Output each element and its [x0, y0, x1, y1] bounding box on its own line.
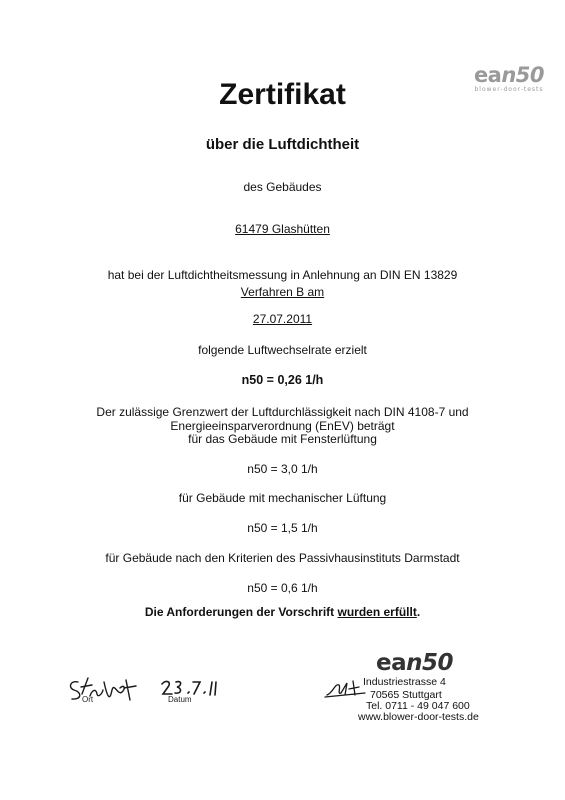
- text-passive-house: für Gebäude nach den Kriterien des Passivhausinstituts Darmstadt: [105, 551, 460, 565]
- limit-window-ventilation: n50 = 3,0 1/h: [247, 462, 318, 476]
- building-address: 61479 Glashütten: [235, 222, 330, 236]
- text-limit-line2: Energieeinsparverordnung (EnEV) beträgt: [170, 419, 395, 433]
- measurement-date: 27.07.2011: [252, 312, 313, 326]
- stamp-signature: [323, 679, 367, 699]
- stamp-city: 70565 Stuttgart: [370, 689, 442, 701]
- procedure-text: Verfahren B am: [240, 285, 325, 299]
- result-value: n50 = 0,26 1/h: [241, 373, 324, 387]
- stamp-phone: Tel. 0711 - 49 047 600: [366, 700, 470, 712]
- text-mechanical-ventilation: für Gebäude mit mechanischer Lüftung: [178, 491, 387, 505]
- date-label: Datum: [168, 695, 192, 704]
- stamp-street: Industriestrasse 4: [363, 676, 446, 688]
- conclusion: Die Anforderungen der Vorschrift wurden erfüllt.: [144, 605, 421, 619]
- logo-mark: ean50: [473, 63, 545, 87]
- certificate-subtitle: über die Luftdichtheit: [205, 136, 360, 153]
- text-limit-line1: Der zulässige Grenzwert der Luftdurchlässigkeit nach DIN 4108-7 und: [96, 405, 469, 419]
- place-label: Ort: [82, 695, 94, 704]
- limit-mechanical-ventilation: n50 = 1,5 1/h: [247, 521, 318, 535]
- conclusion-fulfilled: wurden erfüllt: [337, 605, 417, 619]
- handwritten-place-signature: [66, 672, 142, 706]
- certificate-title: Zertifikat: [219, 78, 346, 111]
- text-measurement: hat bei der Luftdichtheitsmessung in Anlehnung an DIN EN 13829: [107, 268, 458, 282]
- stamp-website: www.blower-door-tests.de: [358, 711, 479, 723]
- stamp-logo: ean50: [376, 650, 454, 676]
- logo-tagline: blower-door-tests: [474, 86, 544, 93]
- limit-passive-house: n50 = 0,6 1/h: [247, 581, 318, 595]
- text-limit-line3: für das Gebäude mit Fensterlüftung: [188, 432, 377, 446]
- text-building-intro: des Gebäudes: [243, 180, 322, 194]
- text-result-intro: folgende Luftwechselrate erzielt: [198, 343, 367, 357]
